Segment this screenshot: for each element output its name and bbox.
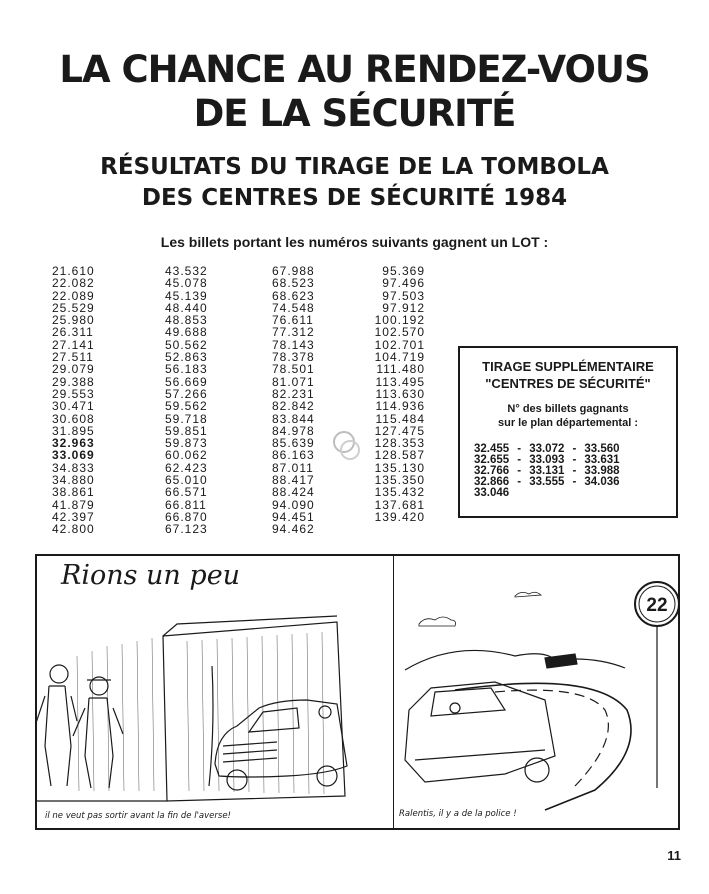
winning-number: 113.630 [375,386,425,401]
winning-number: 78.378 [272,350,315,365]
winning-number: 135.432 [374,485,425,500]
supplementary-number: 32.655 [474,454,510,466]
winning-number: 94.090 [272,497,315,512]
winning-number: 113.495 [375,374,425,389]
winning-number: 31.895 [52,423,95,438]
winning-number: 60.062 [165,448,208,463]
winning-number: 30.471 [52,399,95,414]
separator-dash: - [572,476,577,488]
winning-number: 97.503 [382,288,425,303]
winning-number: 56.669 [165,374,208,389]
winning-number: 59.562 [165,399,208,414]
winning-number: 33.069 [52,448,95,463]
winning-number: 78.143 [272,337,315,352]
separator-dash: - [572,465,577,477]
supplementary-sub-line-2: sur le plan départemental : [498,417,638,429]
supplementary-number: 33.046 [474,487,510,499]
winning-number: 22.089 [52,288,95,303]
winning-number: 94.462 [272,522,315,537]
winning-number: 128.587 [374,448,425,463]
subtitle-line-1: RÉSULTATS DU TIRAGE DE LA TOMBOLA [100,154,609,180]
winning-number: 67.123 [165,522,208,537]
winning-number: 34.833 [52,460,95,475]
winning-number: 135.130 [374,460,425,475]
separator-dash: - [517,476,522,488]
supplementary-number: 33.072 [529,443,565,455]
speed-limit-number: 22 [646,595,668,616]
winning-number: 27.511 [52,350,94,365]
supplementary-sub-line-1: N° des billets gagnants [507,403,629,415]
supplementary-heading [460,358,676,392]
winning-number: 29.553 [52,386,95,401]
winning-number: 97.496 [382,276,425,291]
winning-number: 78.501 [272,362,315,377]
winning-number: 67.988 [272,264,315,278]
winning-number: 83.844 [272,411,315,426]
separator-dash: - [572,454,577,466]
winning-number: 68.623 [272,288,315,303]
supplementary-heading-line-1: TIRAGE SUPPLÉMENTAIRE [482,359,654,374]
winning-number: 41.879 [52,497,95,512]
winning-number: 85.639 [272,436,315,451]
winning-number: 25.529 [52,300,95,315]
subtitle-line-2: DES CENTRES DE SÉCURITÉ 1984 [141,185,568,211]
winning-number: 135.350 [374,473,425,488]
winning-number: 100.192 [374,313,425,328]
winning-number: 88.424 [272,485,315,500]
winning-number: 25.980 [52,313,95,328]
watermark-logo [330,428,364,464]
winning-number: 29.079 [52,362,95,377]
supplementary-number: 32.455 [474,443,510,455]
winning-number: 21.610 [52,264,95,278]
cartoon-strip [35,554,680,830]
winning-number: 97.912 [382,300,425,315]
winning-number: 45.139 [165,288,208,303]
winning-number: 77.312 [272,325,315,340]
numbers-column-4 [370,265,425,523]
supplementary-number: 33.631 [584,454,620,466]
winning-number: 59.851 [165,423,208,438]
title-line-2: DE LA SÉCURITÉ [193,92,516,135]
winning-number: 27.141 [52,337,95,352]
cartoon-left-drawing [37,596,391,812]
winning-number: 115.484 [375,411,425,426]
winning-number: 65.010 [165,473,208,488]
winning-number: 82.842 [272,399,315,414]
supplementary-numbers-table [474,444,620,499]
winning-number: 66.870 [165,509,208,524]
winning-number: 66.571 [165,485,208,500]
intro-text: Les billets portant les numéros suivants gagnent un LOT : [160,234,549,250]
supplementary-subheading [460,402,676,430]
supplementary-number: 33.555 [529,476,565,488]
winning-number: 52.863 [165,350,208,365]
winning-number: 74.548 [272,300,315,315]
winning-number: 94.451 [272,509,315,524]
page-number: 11 [667,848,681,863]
winning-number: 95.369 [382,264,425,278]
supplementary-number: 33.560 [584,443,620,455]
winning-number: 45.078 [165,276,208,291]
winning-number: 34.880 [52,473,95,488]
winning-number: 68.523 [272,276,315,291]
winning-number: 102.570 [374,325,425,340]
winning-number: 50.562 [165,337,208,352]
numbers-column-3 [272,265,315,536]
winning-number: 88.417 [272,473,315,488]
winning-number: 81.071 [272,374,315,389]
winning-number: 87.011 [272,460,314,475]
winning-number: 26.311 [52,325,94,340]
supplementary-row [474,488,620,499]
winning-number: 48.440 [165,300,208,315]
title-line-1: LA CHANCE AU RENDEZ-VOUS [59,48,650,91]
winning-number: 56.183 [165,362,208,377]
winning-number: 128.353 [374,436,425,451]
subtitle [0,152,709,214]
winning-number: 32.963 [52,436,95,451]
supplementary-number: 33.988 [584,465,620,477]
numbers-column-1 [52,265,95,536]
winning-number: 86.163 [272,448,315,463]
winning-number: 102.701 [374,337,425,352]
supplementary-heading-line-2: "CENTRES DE SÉCURITÉ" [485,376,651,391]
supplementary-number: 32.766 [474,465,510,477]
winning-number: 82.231 [272,386,315,401]
winning-number: 137.681 [374,497,425,512]
winning-number: 30.608 [52,411,95,426]
separator-dash: - [517,465,522,477]
supplementary-number: 33.131 [529,465,565,477]
cartoon-heading: Rions un peu [61,560,241,591]
page-title [0,48,709,136]
winning-number: 48.853 [165,313,208,328]
winning-number: 66.811 [165,497,207,512]
caption-right: Ralentis, il y a de la police ! [399,809,517,819]
separator-dash: - [517,454,522,466]
separator-dash: - [572,443,577,455]
winning-number: 59.718 [165,411,208,426]
winning-number: 76.611 [272,313,314,328]
supplementary-number: 33.093 [529,454,565,466]
winning-number: 22.082 [52,276,95,291]
winning-number: 49.688 [165,325,208,340]
supplementary-number: 34.036 [584,476,620,488]
caption-left: il ne veut pas sortir avant la fin de l'averse! [45,811,231,821]
winning-number: 59.873 [165,436,208,451]
numbers-column-2 [165,265,208,536]
winning-number: 104.719 [374,350,425,365]
winning-number: 29.388 [52,374,95,389]
cartoon-divider [393,556,394,828]
winning-number: 114.936 [375,399,425,414]
supplementary-draw-box [458,346,678,518]
winning-number: 42.397 [52,509,95,524]
supplementary-number: 32.866 [474,476,510,488]
winning-number: 127.475 [374,423,425,438]
speed-limit-sign [633,580,681,628]
winning-number: 38.861 [52,485,95,500]
winning-number: 62.423 [165,460,208,475]
winning-number: 111.480 [376,362,425,377]
winning-number: 43.532 [165,264,208,278]
separator-dash: - [517,443,522,455]
winning-number: 84.978 [272,423,315,438]
winning-number: 139.420 [374,509,425,524]
winning-number: 42.800 [52,522,95,537]
winning-number: 57.266 [165,386,208,401]
